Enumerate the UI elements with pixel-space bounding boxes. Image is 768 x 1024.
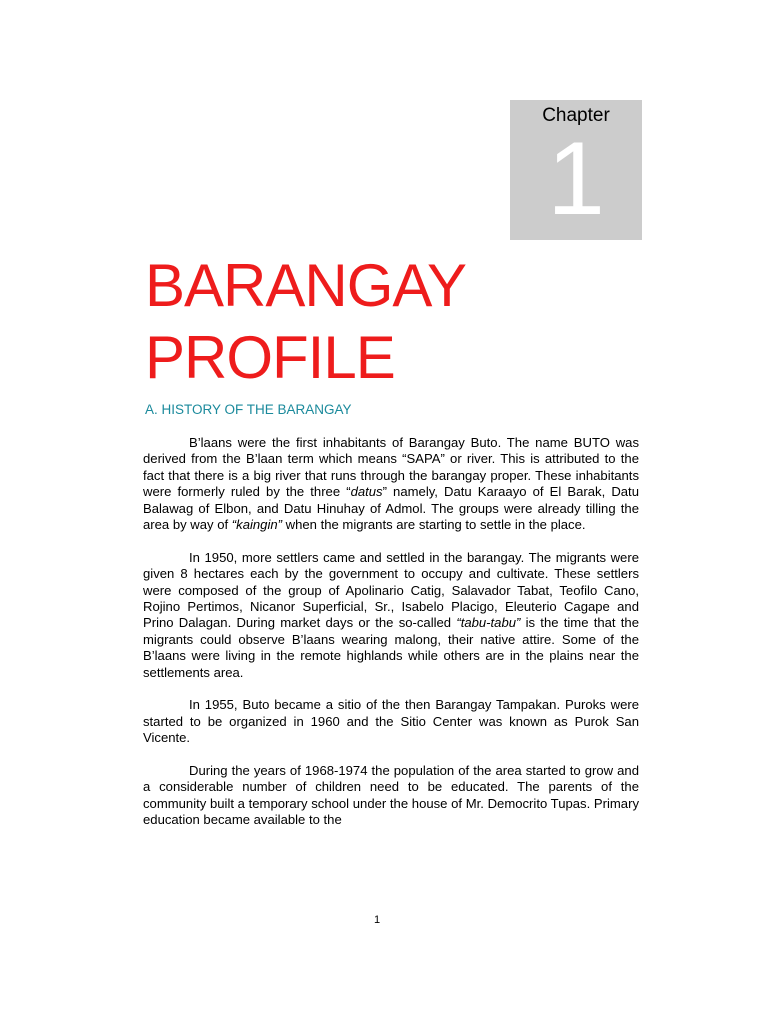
- p1-text-c: ” namely, Datu Karaayo of El Barak, Datu Balawag of Elbon, and Datu Hinuhay of Admol. The groups were already tilling the area by way of: [143, 484, 639, 533]
- section-heading: A. HISTORY OF THE BARANGAY: [145, 402, 352, 417]
- p1-text-e: when the migrants are starting to settle in the place.: [282, 517, 586, 533]
- p1-italic-kaingin: “kaingin”: [231, 517, 283, 533]
- chapter-number: 1: [547, 121, 605, 237]
- title-line-2: PROFILE: [145, 324, 395, 391]
- paragraph-3: In 1955, Buto became a sitio of the then Barangay Tampakan. Puroks were started to be organized in 1960 and the Sitio Center was known as Purok San Vicente.: [143, 697, 639, 746]
- p1-text-a: B’laans were the first inhabitants of Barangay Buto. The name BUTO was derived from the B’laan term which means “SAPA” or river. This is attributed to the fact that there is a big river that runs through the barangay proper. These inhabitants were formerly ruled by the three “: [143, 435, 639, 500]
- page-title: [145, 250, 466, 394]
- chapter-label: Chapter: [542, 105, 610, 126]
- page-number: 1: [373, 914, 381, 926]
- paragraph-4: During the years of 1968-1974 the population of the area started to grow and a considerable number of children need to be educated. The parents of the community built a temporary school under the house of Mr. Democrito Tupas. Primary education became available to the: [143, 763, 639, 828]
- p2-text-a: In 1950, more settlers came and settled in the barangay. The migrants were given 8 hectares each by the government to occupy and cultivate. These settlers were composed of the group of Apolinario Catig, Salavador Tabat, Teofilo Cano, Rojino Pertimos, Nicanor Superficial, Sr., Isabelo Placigo, Eleuterio Cagape and Prino Dalagan. During market days or the so-called: [143, 549, 639, 631]
- p2-text-c: is the time that the migrants could observe B’laans wearing malong, their native attire. Some of the B’laans were living in the remote highlands while others are in the plains near the settlements area.: [143, 615, 639, 680]
- title-line-1: BARANGAY: [145, 252, 466, 319]
- chapter-box: [510, 100, 642, 240]
- p2-italic-tabu-tabu: “tabu-tabu”: [456, 615, 521, 631]
- body-text: [143, 435, 639, 845]
- p1-italic-datus: datus: [350, 484, 383, 500]
- paragraph-2: [143, 550, 639, 681]
- paragraph-1: [143, 435, 639, 533]
